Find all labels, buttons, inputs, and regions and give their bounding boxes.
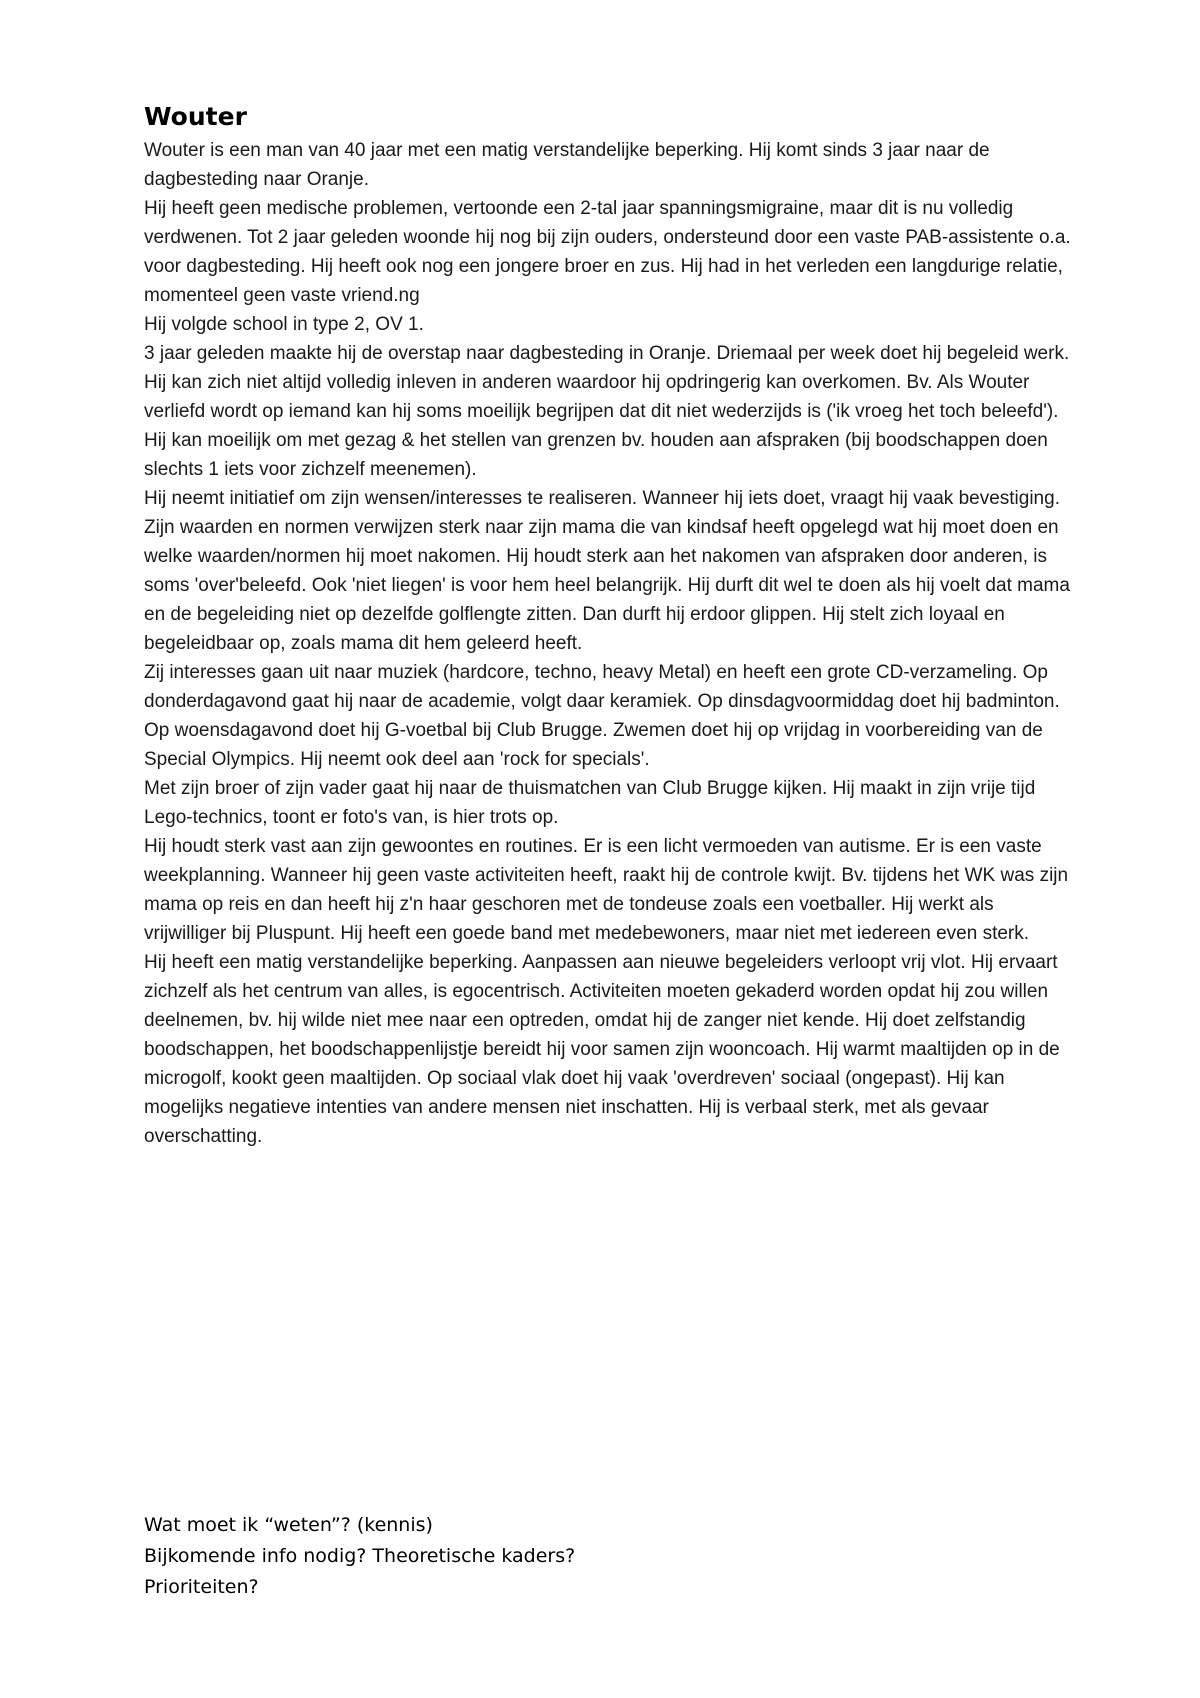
question-priorities: Prioriteiten?	[144, 1576, 259, 1598]
paragraph-medical: Hij heeft geen medische problemen, vertoonde een 2-tal jaar spanningsmigraine, maar dit is nu volledig verdwenen. Tot 2 jaar geleden woonde hij nog bij zijn ouders, ondersteund door een vaste PAB-assistente o.a. voor dagbesteding. Hij heeft ook nog een jongere broer en zus. Hij had in het verleden een langdurige relatie, momenteel geen vaste vriend.ng	[144, 198, 1071, 306]
paragraph-intro: Wouter is een man van 40 jaar met een matig verstandelijke beperking. Hij komt sinds 3 jaar naar de dagbesteding naar Oranje.	[144, 140, 990, 190]
document-body	[144, 136, 1074, 1151]
paragraph-daycare: 3 jaar geleden maakte hij de overstap naar dagbesteding in Oranje. Driemaal per week doet hij begeleid werk. Hij kan zich niet altijd volledig inleven in anderen waardoor hij opdringerig kan overkomen. Bv. Als Wouter verliefd wordt op iemand kan hij soms moeilijk begrijpen dat dit niet wederzijds is ('ik vroeg het toch beleefd').	[144, 343, 1070, 422]
paragraph-hobbies: Met zijn broer of zijn vader gaat hij naar de thuismatchen van Club Brugge kijken. Hij maakt in zijn vrije tijd Lego-technics, toont er foto's van, is hier trots op.	[144, 778, 1036, 828]
paragraph-school: Hij volgde school in type 2, OV 1.	[144, 314, 424, 335]
reflection-questions	[144, 1510, 1074, 1603]
question-knowledge: Wat moet ik “weten”? (kennis)	[144, 1514, 433, 1536]
paragraph-authority: Hij kan moeilijk om met gezag & het stellen van grenzen bv. houden aan afspraken (bij boodschappen doen slechts 1 iets voor zichzelf meenemen).	[144, 430, 1048, 480]
paragraph-capabilities: Hij heeft een matig verstandelijke beperking. Aanpassen aan nieuwe begeleiders verloopt vrij vlot. Hij ervaart zichzelf als het centrum van alles, is egocentrisch. Activiteiten moeten gekaderd worden opdat hij zou willen deelnemen, bv. hij wilde niet mee naar een optreden, omdat hij de zanger niet kende. Hij doet zelfstandig boodschappen, het boodschappenlijstje bereidt hij voor samen zijn wooncoach. Hij warmt maaltijden op in de microgolf, kookt geen maaltijden. Op sociaal vlak doet hij vaak 'overdreven' sociaal (ongepast). Hij kan mogelijks negatieve intenties van andere mensen niet inschatten. Hij is verbaal sterk, met als gevaar overschatting.	[144, 952, 1060, 1147]
paragraph-initiative: Hij neemt initiatief om zijn wensen/interesses te realiseren. Wanneer hij iets doet, vraagt hij vaak bevestiging. Zijn waarden en normen verwijzen sterk naar zijn mama die van kindsaf heeft opgelegd wat hij moet doen en welke waarden/normen hij moet nakomen. Hij houdt sterk aan het nakomen van afspraken door anderen, is soms 'over'beleefd. Ook 'niet liegen' is voor hem heel belangrijk. Hij durft dit wel te doen als hij voelt dat mama en de begeleiding niet op dezelfde golflengte zitten. Dan durft hij erdoor glippen. Hij stelt zich loyaal en begeleidbaar op, zoals mama dit hem geleerd heeft.	[144, 488, 1070, 654]
paragraph-interests: Zij interesses gaan uit naar muziek (hardcore, techno, heavy Metal) en heeft een grote CD-verzameling. Op donderdagavond gaat hij naar de academie, volgt daar keramiek. Op dinsdagvoormiddag doet hij badminton. Op woensdagavond doet hij G-voetbal bij Club Brugge. Zwemen doet hij op vrijdag in voorbereiding van de Special Olympics. Hij neemt ook deel aan 'rock for specials'.	[144, 662, 1060, 770]
document-title: Wouter	[144, 102, 247, 131]
document-content	[144, 100, 1074, 1151]
question-extra-info: Bijkomende info nodig? Theoretische kaders?	[144, 1545, 576, 1567]
paragraph-routines: Hij houdt sterk vast aan zijn gewoontes en routines. Er is een licht vermoeden van autisme. Er is een vaste weekplanning. Wanneer hij geen vaste activiteiten heeft, raakt hij de controle kwijt. Bv. tijdens het WK was zijn mama op reis en dan heeft hij z'n haar geschoren met de tondeuse zoals een voetballer. Hij werkt als vrijwilliger bij Pluspunt. Hij heeft een goede band met medebewoners, maar niet met iedereen even sterk.	[144, 836, 1069, 944]
